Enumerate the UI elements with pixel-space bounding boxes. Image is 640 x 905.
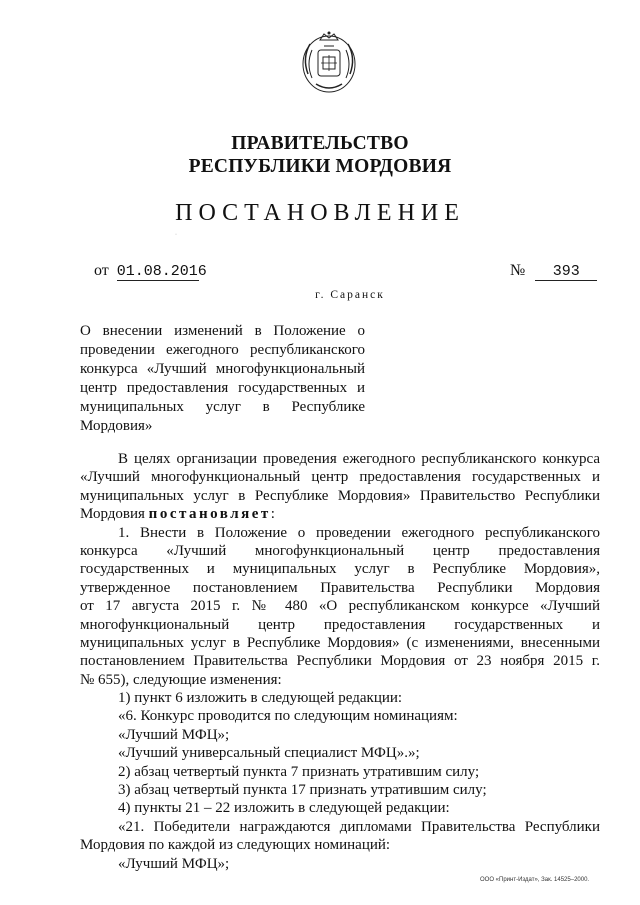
body-line: муниципальных услуг в Республике Мордовия» Правительство Республики — [80, 487, 600, 504]
body-line: «21. Победители награждаются дипломами Правительства Республики — [118, 818, 600, 835]
resolves-suffix: : — [270, 506, 275, 523]
org-name-line1: ПРАВИТЕЛЬСТВО — [231, 133, 409, 154]
body-line: 1) пункт 6 изложить в следующей редакции: — [118, 690, 403, 707]
body-line: № 655), следующие изменения: — [80, 671, 282, 688]
body-line: «Лучший многофункциональный центр предоставления государственных и — [80, 469, 600, 486]
body-line: 4) пункты 21 – 22 изложить в следующей редакции: — [118, 800, 450, 817]
body-line: конкурса «Лучший многофункциональный центр предоставления — [80, 542, 600, 559]
body-line: государственных и муниципальных услуг в Республике Мордовия», — [80, 561, 600, 578]
body-line: «6. Конкурс проводится по следующим номинациям: — [118, 708, 458, 725]
subject-line: О внесении изменений в Положение о — [80, 323, 365, 339]
scan-mark: · — [175, 232, 177, 238]
subject-line: муниципальных услуг в Республике — [80, 399, 365, 415]
coat-of-arms-icon — [298, 28, 360, 96]
subject-line: проведении ежегодного республиканского — [80, 342, 365, 358]
body-line: многофункциональный центр предоставления государственных и — [80, 616, 600, 633]
city: г. Саранск — [315, 289, 385, 301]
number-row — [510, 262, 597, 281]
body-line: «Лучший универсальный специалист МФЦ».»; — [118, 745, 420, 762]
resolves-word: постановляет — [148, 506, 271, 523]
body-line: от 17 августа 2015 г. № 480 «О республиканском конкурсе «Лучший — [80, 598, 600, 615]
print-footer: ООО «Принт-Издат», Зак. 14525–2000. — [480, 877, 590, 883]
body-line: постановлением Правительства Республики Мордовия от 23 ноября 2015 г. — [80, 653, 600, 670]
body-line: утвержденное постановлением Правительства Республики Мордовия — [80, 579, 600, 596]
document-type: ПОСТАНОВЛЕНИЕ — [175, 200, 465, 226]
body-line: муниципальных услуг в Республике Мордовия» (с изменениями, внесенными — [80, 634, 600, 651]
body-line: «Лучший МФЦ»; — [118, 855, 230, 872]
body-line: «Лучший МФЦ»; — [118, 726, 230, 743]
body-line: 3) абзац четвертый пункта 17 признать утратившим силу; — [118, 782, 487, 799]
body-line: 2) абзац четвертый пункта 7 признать утратившим силу; — [118, 763, 480, 780]
subject-line: центр предоставления государственных и — [80, 380, 365, 396]
body-line: Мордовия по каждой из следующих номинаций: — [80, 837, 391, 854]
subject-line: Мордовия» — [80, 418, 153, 434]
subject-line: конкурса «Лучший многофункциональный — [80, 361, 365, 377]
date-prefix: от — [94, 262, 109, 279]
resolves-prefix: Мордовия — [80, 506, 145, 523]
date-row — [94, 262, 207, 281]
body-line: 1. Внести в Положение о проведении ежегодного республиканского — [118, 524, 600, 541]
body-line: В целях организации проведения ежегодного республиканского конкурса — [118, 451, 600, 467]
document-subject — [80, 322, 365, 436]
org-name-line2: РЕСПУБЛИКИ МОРДОВИЯ — [188, 156, 452, 177]
body-line-resolves — [80, 505, 600, 523]
document-number: 393 — [535, 263, 597, 281]
document-body — [80, 450, 600, 873]
document-date: 01.08.2016 — [116, 263, 207, 280]
number-prefix: № — [510, 262, 526, 279]
